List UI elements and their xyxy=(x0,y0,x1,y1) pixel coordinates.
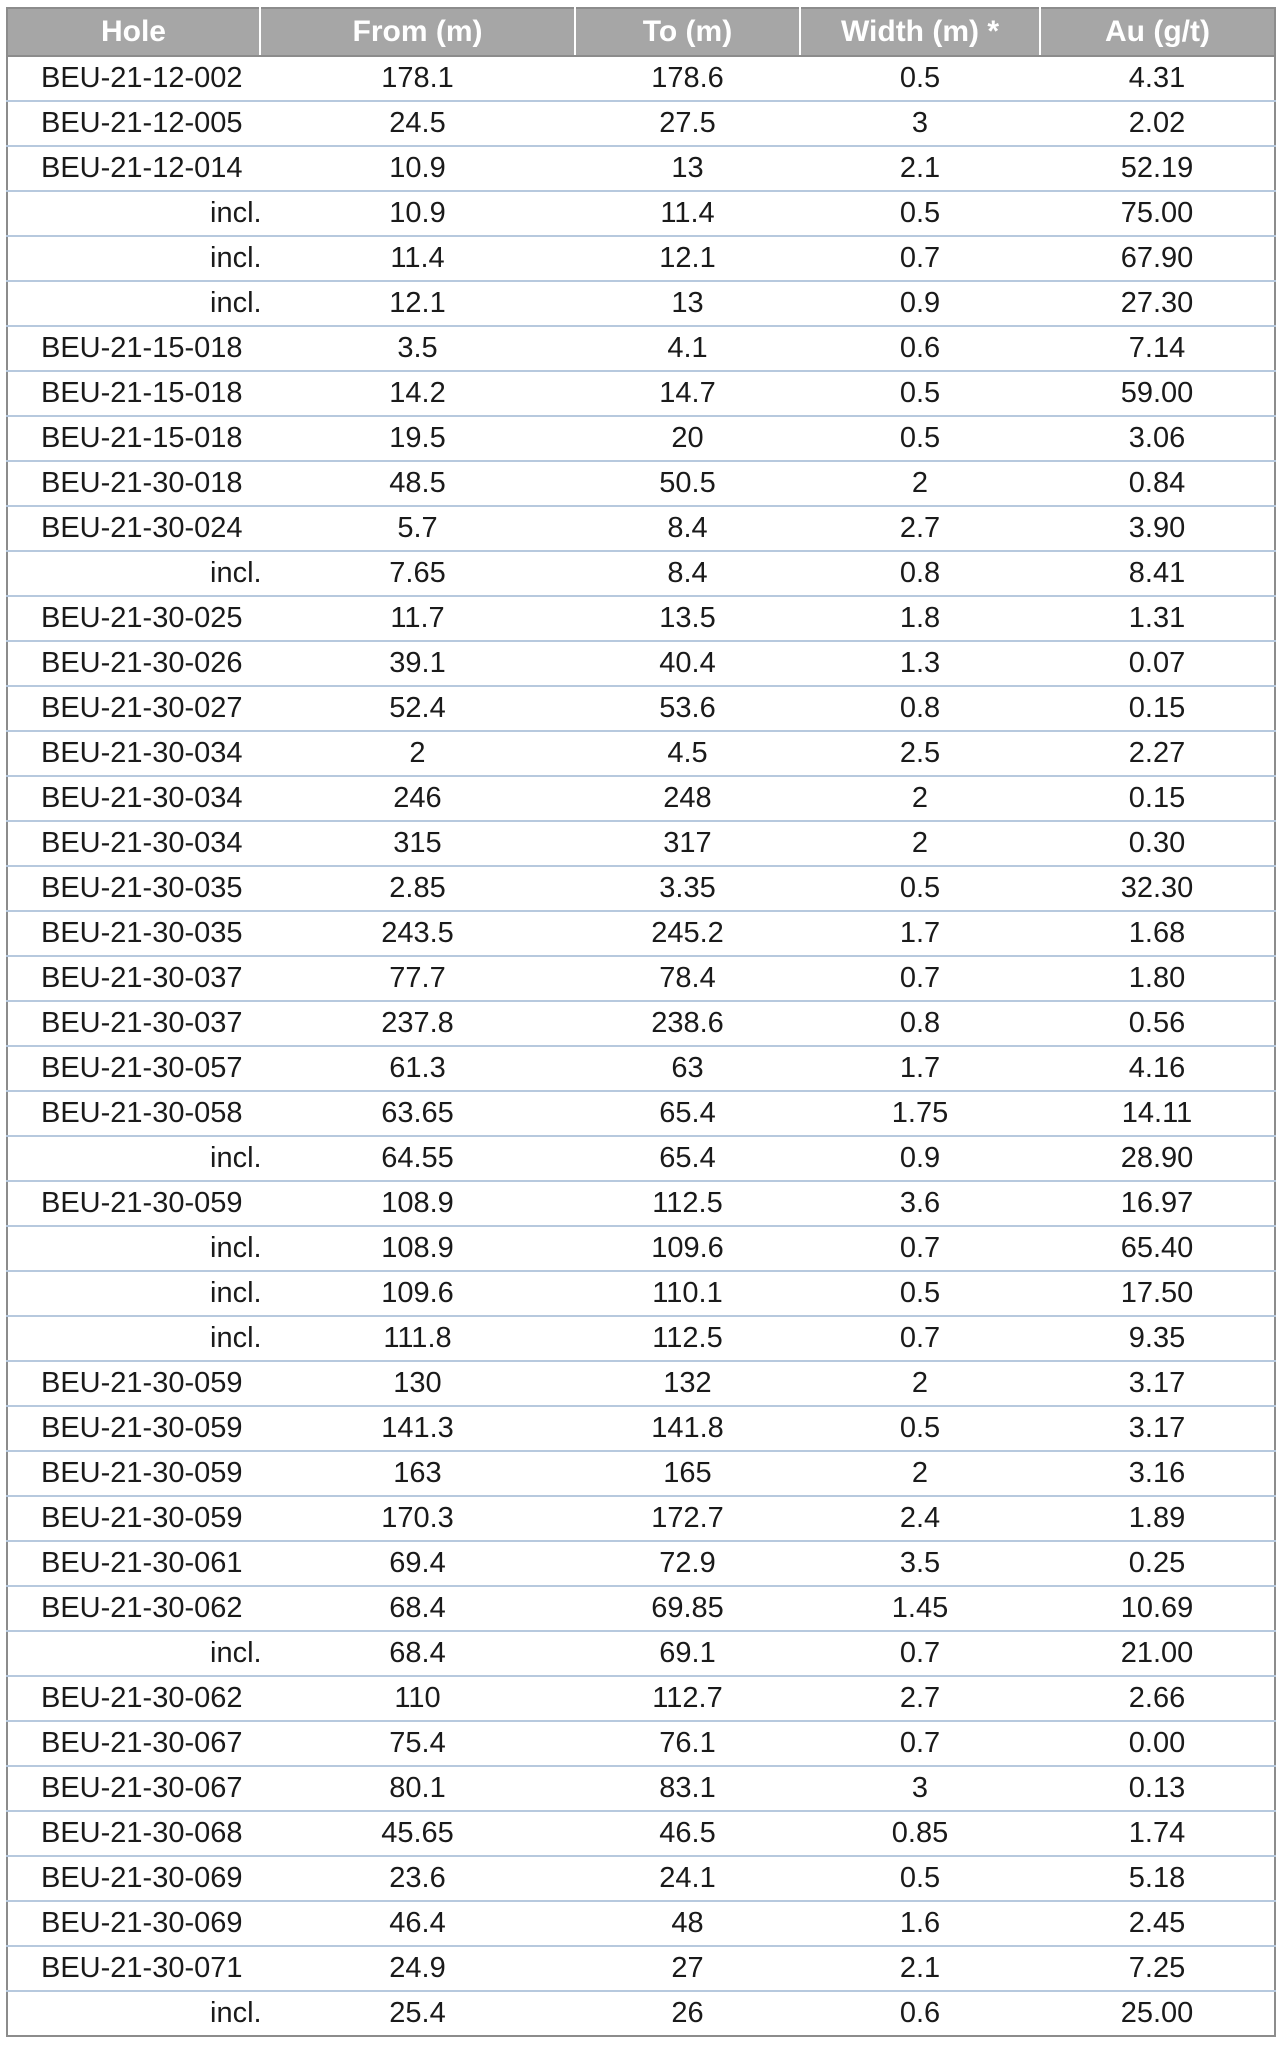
cell-au: 28.90 xyxy=(1040,1136,1275,1181)
cell-from: 24.5 xyxy=(260,101,575,146)
cell-width: 2.5 xyxy=(800,731,1040,776)
cell-au: 3.16 xyxy=(1040,1451,1275,1496)
cell-width: 0.5 xyxy=(800,866,1040,911)
cell-width: 0.9 xyxy=(800,281,1040,326)
cell-width: 0.7 xyxy=(800,956,1040,1001)
table-row xyxy=(7,1181,1275,1226)
cell-to: 112.5 xyxy=(575,1181,800,1226)
cell-to: 65.4 xyxy=(575,1136,800,1181)
cell-width: 2 xyxy=(800,821,1040,866)
cell-to: 65.4 xyxy=(575,1091,800,1136)
table-row xyxy=(7,1046,1275,1091)
cell-from: 24.9 xyxy=(260,1946,575,1991)
cell-from: 80.1 xyxy=(260,1766,575,1811)
table-row xyxy=(7,1586,1275,1631)
cell-hole: BEU-21-30-068 xyxy=(7,1811,260,1856)
table-row xyxy=(7,1091,1275,1136)
cell-width: 0.5 xyxy=(800,1856,1040,1901)
cell-width: 1.3 xyxy=(800,641,1040,686)
cell-hole: incl. xyxy=(7,551,260,596)
cell-from: 68.4 xyxy=(260,1631,575,1676)
cell-hole: BEU-21-30-058 xyxy=(7,1091,260,1136)
table-row xyxy=(7,1811,1275,1856)
cell-au: 27.30 xyxy=(1040,281,1275,326)
cell-width: 2.1 xyxy=(800,1946,1040,1991)
cell-au: 10.69 xyxy=(1040,1586,1275,1631)
table-row xyxy=(7,1001,1275,1046)
table-row xyxy=(7,686,1275,731)
cell-width: 0.9 xyxy=(800,1136,1040,1181)
cell-hole: BEU-21-12-002 xyxy=(7,56,260,101)
cell-au: 0.15 xyxy=(1040,776,1275,821)
cell-from: 46.4 xyxy=(260,1901,575,1946)
cell-au: 7.25 xyxy=(1040,1946,1275,1991)
cell-to: 13 xyxy=(575,281,800,326)
table-row xyxy=(7,1946,1275,1991)
cell-au: 1.89 xyxy=(1040,1496,1275,1541)
table-row xyxy=(7,866,1275,911)
table-row xyxy=(7,1631,1275,1676)
cell-to: 178.6 xyxy=(575,56,800,101)
cell-au: 5.18 xyxy=(1040,1856,1275,1901)
table-row xyxy=(7,371,1275,416)
cell-width: 0.5 xyxy=(800,56,1040,101)
cell-hole: BEU-21-30-026 xyxy=(7,641,260,686)
table-row xyxy=(7,1991,1275,2036)
cell-width: 0.6 xyxy=(800,1991,1040,2036)
cell-from: 48.5 xyxy=(260,461,575,506)
cell-from: 108.9 xyxy=(260,1181,575,1226)
cell-au: 2.02 xyxy=(1040,101,1275,146)
cell-au: 25.00 xyxy=(1040,1991,1275,2036)
cell-width: 0.8 xyxy=(800,686,1040,731)
cell-to: 13 xyxy=(575,146,800,191)
cell-hole: BEU-21-30-059 xyxy=(7,1451,260,1496)
cell-hole: incl. xyxy=(7,281,260,326)
cell-hole: BEU-21-30-067 xyxy=(7,1721,260,1766)
cell-au: 2.45 xyxy=(1040,1901,1275,1946)
table-row xyxy=(7,101,1275,146)
cell-au: 0.07 xyxy=(1040,641,1275,686)
cell-hole: BEU-21-30-035 xyxy=(7,866,260,911)
cell-hole: BEU-21-30-024 xyxy=(7,506,260,551)
cell-from: 163 xyxy=(260,1451,575,1496)
table-row xyxy=(7,641,1275,686)
cell-to: 141.8 xyxy=(575,1406,800,1451)
table-header xyxy=(7,8,1275,56)
table-row xyxy=(7,1451,1275,1496)
cell-to: 46.5 xyxy=(575,1811,800,1856)
table-row xyxy=(7,146,1275,191)
cell-to: 13.5 xyxy=(575,596,800,641)
cell-from: 52.4 xyxy=(260,686,575,731)
cell-hole: BEU-21-30-067 xyxy=(7,1766,260,1811)
table-row xyxy=(7,326,1275,371)
cell-to: 112.7 xyxy=(575,1676,800,1721)
cell-hole: BEU-21-12-014 xyxy=(7,146,260,191)
cell-width: 0.5 xyxy=(800,371,1040,416)
cell-from: 63.65 xyxy=(260,1091,575,1136)
cell-au: 21.00 xyxy=(1040,1631,1275,1676)
table-row xyxy=(7,596,1275,641)
table-row xyxy=(7,1766,1275,1811)
cell-to: 48 xyxy=(575,1901,800,1946)
cell-from: 237.8 xyxy=(260,1001,575,1046)
cell-width: 2.4 xyxy=(800,1496,1040,1541)
cell-from: 315 xyxy=(260,821,575,866)
cell-to: 4.1 xyxy=(575,326,800,371)
cell-from: 243.5 xyxy=(260,911,575,956)
cell-hole: BEU-21-30-034 xyxy=(7,776,260,821)
cell-width: 1.7 xyxy=(800,1046,1040,1091)
cell-width: 2 xyxy=(800,776,1040,821)
cell-from: 19.5 xyxy=(260,416,575,461)
header-width: Width (m) * xyxy=(800,8,1040,56)
header-from: From (m) xyxy=(260,8,575,56)
cell-width: 0.85 xyxy=(800,1811,1040,1856)
table-row xyxy=(7,1361,1275,1406)
cell-width: 2 xyxy=(800,461,1040,506)
cell-to: 238.6 xyxy=(575,1001,800,1046)
cell-from: 77.7 xyxy=(260,956,575,1001)
cell-width: 2 xyxy=(800,1361,1040,1406)
cell-au: 3.17 xyxy=(1040,1361,1275,1406)
cell-hole: BEU-21-30-059 xyxy=(7,1406,260,1451)
header-hole: Hole xyxy=(7,8,260,56)
cell-width: 3 xyxy=(800,101,1040,146)
cell-from: 75.4 xyxy=(260,1721,575,1766)
cell-width: 0.7 xyxy=(800,1316,1040,1361)
cell-au: 2.66 xyxy=(1040,1676,1275,1721)
cell-au: 1.68 xyxy=(1040,911,1275,956)
cell-from: 68.4 xyxy=(260,1586,575,1631)
cell-width: 1.45 xyxy=(800,1586,1040,1631)
cell-width: 1.75 xyxy=(800,1091,1040,1136)
cell-width: 0.7 xyxy=(800,1721,1040,1766)
cell-from: 170.3 xyxy=(260,1496,575,1541)
cell-from: 7.65 xyxy=(260,551,575,596)
table-row xyxy=(7,776,1275,821)
cell-au: 0.56 xyxy=(1040,1001,1275,1046)
cell-hole: BEU-21-15-018 xyxy=(7,416,260,461)
cell-au: 1.31 xyxy=(1040,596,1275,641)
cell-au: 0.15 xyxy=(1040,686,1275,731)
cell-from: 5.7 xyxy=(260,506,575,551)
cell-au: 67.90 xyxy=(1040,236,1275,281)
cell-width: 3.6 xyxy=(800,1181,1040,1226)
assay-results-table xyxy=(6,7,1276,2037)
cell-au: 17.50 xyxy=(1040,1271,1275,1316)
cell-hole: incl. xyxy=(7,1226,260,1271)
cell-au: 52.19 xyxy=(1040,146,1275,191)
cell-to: 172.7 xyxy=(575,1496,800,1541)
cell-to: 4.5 xyxy=(575,731,800,776)
table-row xyxy=(7,956,1275,1001)
cell-hole: BEU-21-30-062 xyxy=(7,1676,260,1721)
cell-from: 10.9 xyxy=(260,146,575,191)
cell-from: 61.3 xyxy=(260,1046,575,1091)
cell-width: 3 xyxy=(800,1766,1040,1811)
cell-hole: incl. xyxy=(7,1316,260,1361)
cell-au: 32.30 xyxy=(1040,866,1275,911)
cell-width: 2.7 xyxy=(800,1676,1040,1721)
cell-to: 245.2 xyxy=(575,911,800,956)
cell-width: 0.7 xyxy=(800,1226,1040,1271)
cell-to: 69.85 xyxy=(575,1586,800,1631)
cell-from: 23.6 xyxy=(260,1856,575,1901)
header-row xyxy=(7,8,1275,56)
cell-au: 1.74 xyxy=(1040,1811,1275,1856)
cell-hole: BEU-21-30-059 xyxy=(7,1181,260,1226)
cell-au: 0.13 xyxy=(1040,1766,1275,1811)
cell-au: 65.40 xyxy=(1040,1226,1275,1271)
cell-hole: BEU-21-30-057 xyxy=(7,1046,260,1091)
cell-to: 76.1 xyxy=(575,1721,800,1766)
cell-hole: BEU-21-30-025 xyxy=(7,596,260,641)
cell-hole: incl. xyxy=(7,1631,260,1676)
cell-au: 0.00 xyxy=(1040,1721,1275,1766)
cell-au: 14.11 xyxy=(1040,1091,1275,1136)
cell-width: 0.8 xyxy=(800,551,1040,596)
cell-hole: BEU-21-30-061 xyxy=(7,1541,260,1586)
cell-width: 0.5 xyxy=(800,416,1040,461)
cell-width: 1.6 xyxy=(800,1901,1040,1946)
cell-to: 53.6 xyxy=(575,686,800,731)
cell-to: 27.5 xyxy=(575,101,800,146)
cell-width: 3.5 xyxy=(800,1541,1040,1586)
cell-from: 108.9 xyxy=(260,1226,575,1271)
cell-from: 64.55 xyxy=(260,1136,575,1181)
cell-hole: BEU-21-30-069 xyxy=(7,1901,260,1946)
table-row xyxy=(7,191,1275,236)
cell-hole: BEU-21-15-018 xyxy=(7,371,260,416)
cell-hole: BEU-21-30-018 xyxy=(7,461,260,506)
cell-au: 59.00 xyxy=(1040,371,1275,416)
cell-hole: BEU-21-30-062 xyxy=(7,1586,260,1631)
cell-au: 4.31 xyxy=(1040,56,1275,101)
cell-au: 7.14 xyxy=(1040,326,1275,371)
cell-to: 11.4 xyxy=(575,191,800,236)
cell-au: 8.41 xyxy=(1040,551,1275,596)
cell-au: 4.16 xyxy=(1040,1046,1275,1091)
cell-to: 27 xyxy=(575,1946,800,1991)
table-row xyxy=(7,551,1275,596)
table-row xyxy=(7,1676,1275,1721)
cell-width: 0.6 xyxy=(800,326,1040,371)
cell-width: 0.7 xyxy=(800,1631,1040,1676)
cell-hole: BEU-21-30-059 xyxy=(7,1496,260,1541)
cell-width: 0.8 xyxy=(800,1001,1040,1046)
cell-hole: incl. xyxy=(7,236,260,281)
cell-to: 8.4 xyxy=(575,506,800,551)
cell-from: 111.8 xyxy=(260,1316,575,1361)
cell-from: 11.7 xyxy=(260,596,575,641)
cell-width: 1.8 xyxy=(800,596,1040,641)
cell-to: 110.1 xyxy=(575,1271,800,1316)
table-row xyxy=(7,1406,1275,1451)
cell-width: 0.7 xyxy=(800,236,1040,281)
cell-to: 3.35 xyxy=(575,866,800,911)
cell-hole: BEU-21-30-034 xyxy=(7,731,260,776)
cell-hole: BEU-21-30-071 xyxy=(7,1946,260,1991)
cell-width: 2.1 xyxy=(800,146,1040,191)
assay-results-table-container xyxy=(6,7,1274,2037)
cell-width: 2 xyxy=(800,1451,1040,1496)
table-row xyxy=(7,1316,1275,1361)
cell-hole: BEU-21-30-035 xyxy=(7,911,260,956)
table-row xyxy=(7,1271,1275,1316)
cell-to: 248 xyxy=(575,776,800,821)
header-to: To (m) xyxy=(575,8,800,56)
cell-width: 0.5 xyxy=(800,1406,1040,1451)
cell-to: 132 xyxy=(575,1361,800,1406)
cell-hole: incl. xyxy=(7,1136,260,1181)
cell-to: 83.1 xyxy=(575,1766,800,1811)
table-row xyxy=(7,1541,1275,1586)
cell-from: 25.4 xyxy=(260,1991,575,2036)
table-row xyxy=(7,821,1275,866)
cell-width: 0.5 xyxy=(800,1271,1040,1316)
cell-from: 2.85 xyxy=(260,866,575,911)
cell-to: 8.4 xyxy=(575,551,800,596)
table-row xyxy=(7,1721,1275,1766)
cell-from: 10.9 xyxy=(260,191,575,236)
cell-from: 110 xyxy=(260,1676,575,1721)
cell-width: 2.7 xyxy=(800,506,1040,551)
cell-au: 3.90 xyxy=(1040,506,1275,551)
table-row xyxy=(7,236,1275,281)
cell-hole: BEU-21-30-034 xyxy=(7,821,260,866)
cell-au: 2.27 xyxy=(1040,731,1275,776)
table-row xyxy=(7,911,1275,956)
cell-to: 317 xyxy=(575,821,800,866)
cell-au: 1.80 xyxy=(1040,956,1275,1001)
table-row xyxy=(7,281,1275,326)
cell-au: 3.06 xyxy=(1040,416,1275,461)
cell-to: 165 xyxy=(575,1451,800,1496)
cell-au: 3.17 xyxy=(1040,1406,1275,1451)
cell-from: 39.1 xyxy=(260,641,575,686)
cell-hole: incl. xyxy=(7,191,260,236)
cell-hole: BEU-21-12-005 xyxy=(7,101,260,146)
cell-hole: incl. xyxy=(7,1991,260,2036)
cell-from: 246 xyxy=(260,776,575,821)
cell-to: 40.4 xyxy=(575,641,800,686)
cell-to: 26 xyxy=(575,1991,800,2036)
cell-from: 45.65 xyxy=(260,1811,575,1856)
cell-au: 75.00 xyxy=(1040,191,1275,236)
table-row xyxy=(7,1136,1275,1181)
table-row xyxy=(7,1856,1275,1901)
cell-hole: BEU-21-30-037 xyxy=(7,1001,260,1046)
table-body xyxy=(7,56,1275,2036)
cell-to: 69.1 xyxy=(575,1631,800,1676)
table-row xyxy=(7,1226,1275,1271)
cell-from: 11.4 xyxy=(260,236,575,281)
cell-hole: BEU-21-30-059 xyxy=(7,1361,260,1406)
table-row xyxy=(7,1496,1275,1541)
cell-from: 69.4 xyxy=(260,1541,575,1586)
cell-to: 24.1 xyxy=(575,1856,800,1901)
cell-to: 20 xyxy=(575,416,800,461)
cell-au: 0.30 xyxy=(1040,821,1275,866)
table-row xyxy=(7,56,1275,101)
cell-to: 78.4 xyxy=(575,956,800,1001)
table-row xyxy=(7,416,1275,461)
table-row xyxy=(7,506,1275,551)
cell-au: 0.84 xyxy=(1040,461,1275,506)
cell-au: 9.35 xyxy=(1040,1316,1275,1361)
cell-from: 109.6 xyxy=(260,1271,575,1316)
cell-to: 12.1 xyxy=(575,236,800,281)
cell-hole: BEU-21-30-027 xyxy=(7,686,260,731)
cell-au: 0.25 xyxy=(1040,1541,1275,1586)
table-row xyxy=(7,1901,1275,1946)
cell-to: 72.9 xyxy=(575,1541,800,1586)
cell-hole: BEU-21-30-037 xyxy=(7,956,260,1001)
cell-to: 112.5 xyxy=(575,1316,800,1361)
cell-au: 16.97 xyxy=(1040,1181,1275,1226)
cell-hole: BEU-21-15-018 xyxy=(7,326,260,371)
cell-from: 12.1 xyxy=(260,281,575,326)
cell-to: 109.6 xyxy=(575,1226,800,1271)
cell-from: 178.1 xyxy=(260,56,575,101)
cell-to: 63 xyxy=(575,1046,800,1091)
cell-to: 14.7 xyxy=(575,371,800,416)
header-au: Au (g/t) xyxy=(1040,8,1275,56)
table-row xyxy=(7,461,1275,506)
table-row xyxy=(7,731,1275,776)
cell-from: 2 xyxy=(260,731,575,776)
cell-width: 1.7 xyxy=(800,911,1040,956)
cell-from: 3.5 xyxy=(260,326,575,371)
cell-width: 0.5 xyxy=(800,191,1040,236)
cell-hole: BEU-21-30-069 xyxy=(7,1856,260,1901)
cell-to: 50.5 xyxy=(575,461,800,506)
cell-from: 130 xyxy=(260,1361,575,1406)
cell-hole: incl. xyxy=(7,1271,260,1316)
cell-from: 14.2 xyxy=(260,371,575,416)
cell-from: 141.3 xyxy=(260,1406,575,1451)
